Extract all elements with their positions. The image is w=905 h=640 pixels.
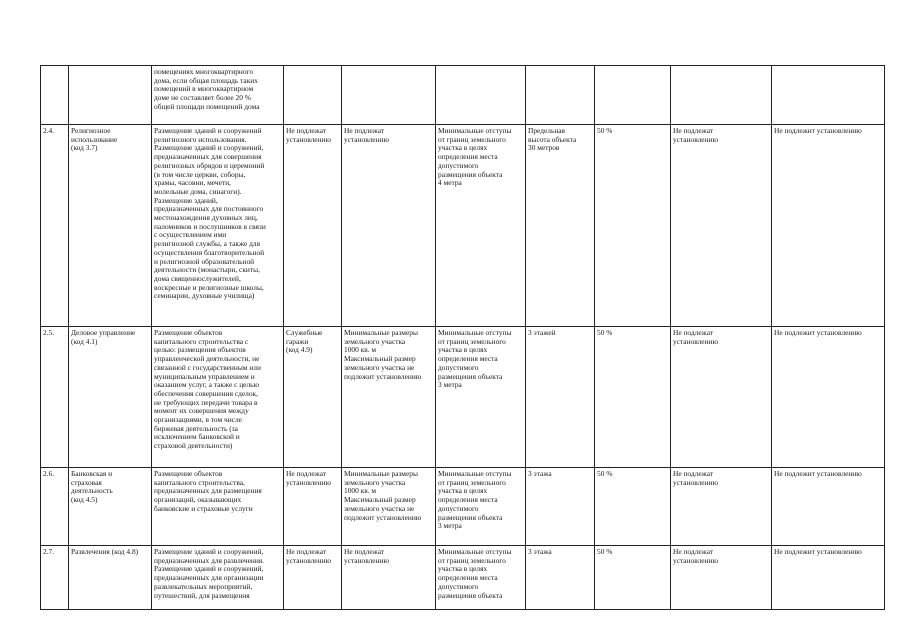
cell-text-line: использование	[71, 134, 118, 144]
cell-text-line: Размещение объектов	[154, 328, 223, 337]
cell-text-line: местонахождения духовных лиц,	[154, 213, 258, 223]
cell-text-line: целью: размещения объектов	[154, 345, 246, 355]
cell-text-line: предназначенных для организации	[154, 573, 264, 583]
cell-text-line: капитального строительства,	[154, 477, 245, 487]
limitation-cell	[772, 125, 885, 327]
cell-text-line: организаций, оказывающих	[154, 495, 242, 505]
cell-text-line: размещения объекта	[438, 590, 503, 600]
cell-text-line: установлению	[344, 134, 390, 144]
setbacks-cell	[436, 125, 526, 327]
cell-text-line: 4 метра	[438, 178, 462, 188]
cell-text-line: семинарии, духовные училища)	[154, 291, 255, 301]
cell-text-line: Не подлежит установлению	[774, 547, 862, 556]
cell-text-line: земельного участка не	[344, 362, 415, 372]
plot-size-cell	[342, 327, 436, 468]
setbacks-cell	[436, 327, 526, 468]
cell-text-line: 30 метров	[528, 143, 560, 153]
cell-text-line: допустимого	[438, 160, 479, 170]
cell-text-line: участка в целях	[438, 345, 488, 355]
setbacks-cell	[436, 66, 526, 125]
cell-text-line: момент их совершения между	[154, 406, 249, 416]
cell-text-line: размещения объекта	[438, 371, 503, 381]
cell-text-line: Минимальные отступы	[438, 469, 512, 478]
land-use-description-cell	[152, 327, 284, 468]
coverage-percent-cell	[595, 468, 671, 546]
land-use-description-cell	[152, 125, 284, 327]
cell-text-line: земельного участка	[344, 336, 406, 346]
cell-text-line: определения места	[438, 354, 498, 364]
restriction-cell	[671, 327, 772, 468]
cell-text-line: Минимальные размеры	[344, 328, 418, 337]
cell-text-line: (код 4.1)	[71, 336, 98, 346]
cell-text-line: храмы, часовни, мечети,	[154, 178, 231, 188]
cell-text-line: банковские и страховые услуги	[154, 503, 253, 513]
cell-text-line: установлению	[286, 134, 332, 144]
cell-text-line: Максимальный размер	[344, 354, 416, 364]
restriction-cell	[671, 546, 772, 610]
cell-text-line: гаражи	[286, 336, 309, 346]
cell-text-line: Минимальные размеры	[344, 469, 418, 478]
cell-text-line: деятельность	[71, 486, 113, 496]
cell-text-line: определения места	[438, 573, 498, 583]
cell-text-line: с осуществлением ими	[154, 230, 227, 240]
table-row	[41, 66, 885, 125]
auxiliary-use-cell	[284, 327, 342, 468]
max-height-cell	[526, 125, 595, 327]
limitation-cell	[772, 546, 885, 610]
cell-text-line: Минимальные отступы	[438, 126, 512, 135]
row-number-cell	[41, 66, 69, 125]
cell-text-line: капитального строительства с	[154, 336, 249, 346]
cell-text-line: Предельная	[528, 126, 565, 135]
cell-text-line: подлежит установлению	[344, 371, 422, 381]
setbacks-cell	[436, 468, 526, 546]
cell-text-line: высота объекта	[528, 134, 577, 144]
auxiliary-use-cell	[284, 125, 342, 327]
cell-text-line: 3 метра	[438, 380, 462, 390]
max-height-cell	[526, 327, 595, 468]
plot-size-cell	[342, 125, 436, 327]
cell-text-line: 50 %	[597, 547, 613, 556]
cell-text-line: Не подлежат	[344, 126, 385, 135]
table-row	[41, 327, 885, 468]
cell-text-line: допустимого	[438, 503, 479, 513]
cell-text-line: Размещение объектов	[154, 469, 223, 478]
cell-text-line: 50 %	[597, 469, 613, 478]
table-row	[41, 125, 885, 327]
cell-text-line: установлению	[286, 555, 332, 565]
cell-text-line: Минимальные отступы	[438, 547, 512, 556]
cell-text-line: Размещение зданий,	[154, 195, 218, 205]
cell-text-line: общей площади помещений дома	[154, 101, 260, 111]
land-use-name-cell	[69, 468, 152, 546]
land-use-description-cell	[152, 66, 284, 125]
cell-text-line: и религиозной образовательной	[154, 256, 255, 266]
cell-text-line: Религиозное	[71, 126, 111, 135]
row-number-cell: 2.6.	[41, 468, 69, 546]
cell-text-line: деятельности (монастыри, скиты,	[154, 265, 260, 275]
max-height-cell	[526, 468, 595, 546]
cell-text-line: Не подлежат	[344, 547, 385, 556]
zoning-regulations-table	[40, 65, 885, 610]
setbacks-cell	[436, 546, 526, 610]
restriction-cell	[671, 66, 772, 125]
coverage-percent-cell	[595, 125, 671, 327]
cell-text-line: биржевая деятельность (за	[154, 423, 238, 433]
row-number-cell: 2.7.	[41, 546, 69, 610]
cell-text-line: паломников и послушников в связи	[154, 221, 266, 231]
auxiliary-use-cell	[284, 468, 342, 546]
cell-text-line: установлению	[673, 555, 719, 565]
cell-text-line: от границ земельного	[438, 477, 506, 487]
table-row	[41, 546, 885, 610]
cell-text-line: Не подлежит установлению	[774, 126, 862, 135]
cell-text-line: муниципальным управлением и	[154, 371, 255, 381]
auxiliary-use-cell	[284, 546, 342, 610]
land-use-name-cell	[69, 66, 152, 125]
coverage-percent-cell	[595, 327, 671, 468]
cell-text-line: религиозного использования.	[154, 134, 247, 144]
cell-text-line: дома, если общая площадь таких	[154, 75, 258, 85]
cell-text-line: (код 4.5)	[71, 495, 98, 505]
auxiliary-use-cell	[284, 66, 342, 125]
cell-text-line: доме не составляет более 20 %	[154, 93, 251, 103]
table-row	[41, 468, 885, 546]
cell-text-line: помещениях многоквартирного	[154, 67, 254, 76]
cell-text-line: 1000 кв. м	[344, 486, 377, 496]
coverage-percent-cell	[595, 546, 671, 610]
cell-text-line: Размещение зданий и сооружений	[154, 126, 262, 135]
cell-text-line: Размещение зданий и сооружений,	[154, 547, 264, 556]
cell-text-line: Не подлежат	[673, 547, 714, 556]
cell-text-line: предназначенных для постоянного	[154, 204, 264, 214]
cell-text-line: молельные дома, синагоги).	[154, 186, 242, 196]
cell-text-line: Минимальные отступы	[438, 328, 512, 337]
cell-text-line: (код 3.7)	[71, 143, 98, 153]
cell-text-line: установлению	[673, 477, 719, 487]
cell-text-line: определения места	[438, 152, 498, 162]
cell-text-line: от границ земельного	[438, 555, 506, 565]
cell-text-line: религиозных обрядов и церемоний	[154, 160, 265, 170]
cell-text-line: Не подлежат	[673, 126, 714, 135]
cell-text-line: предназначенных для размещения	[154, 486, 262, 496]
cell-text-line: Банковская и	[71, 469, 113, 478]
cell-text-line: Размещение зданий и сооружений,	[154, 143, 264, 153]
cell-text-line: размещения объекта	[438, 512, 503, 522]
cell-text-line: земельного участка	[344, 477, 406, 487]
cell-text-line: связанной с государственным или	[154, 362, 261, 372]
cell-text-line: путешествий, для размещения	[154, 590, 250, 600]
cell-text-line: предназначенных для совершения	[154, 152, 262, 162]
plot-size-cell	[342, 66, 436, 125]
cell-text-line: дома священнослужителей,	[154, 273, 241, 283]
cell-text-line: страховой деятельности)	[154, 441, 233, 451]
row-number-cell: 2.4.	[41, 125, 69, 327]
cell-text-line: исключением банковской и	[154, 432, 240, 442]
limitation-cell	[772, 327, 885, 468]
cell-text-line: оказанием услуг, а также с целью	[154, 380, 260, 390]
cell-text-line: участка в целях	[438, 143, 488, 153]
cell-text-line: определения места	[438, 495, 498, 505]
limitation-cell	[772, 66, 885, 125]
cell-text-line: 3 этажей	[528, 328, 556, 337]
cell-text-line: управленческой деятельности, не	[154, 354, 260, 364]
cell-text-line: предназначенных для развлечения.	[154, 555, 265, 565]
plot-size-cell	[342, 468, 436, 546]
cell-text-line: Не подлежит установлению	[774, 328, 862, 337]
cell-text-line: Служебные	[286, 328, 323, 337]
plot-size-cell	[342, 546, 436, 610]
cell-text-line: допустимого	[438, 581, 479, 591]
cell-text-line: развлекательных мероприятий,	[154, 581, 253, 591]
restriction-cell	[671, 125, 772, 327]
cell-text-line: Максимальный размер	[344, 495, 416, 505]
max-height-cell	[526, 546, 595, 610]
cell-text-line: Не подлежит установлению	[774, 469, 862, 478]
cell-text-line: Не подлежат	[673, 469, 714, 478]
cell-text-line: 3 этажа	[528, 547, 552, 556]
land-use-description-cell	[152, 546, 284, 610]
cell-text-line: обеспечения совершения сделок,	[154, 388, 258, 398]
cell-text-line: Не подлежат	[286, 469, 327, 478]
cell-text-line: (в том числе церкви, соборы,	[154, 169, 246, 179]
cell-text-line: от границ земельного	[438, 336, 506, 346]
cell-text-line: участка в целях	[438, 486, 488, 496]
cell-text-line: 50 %	[597, 126, 613, 135]
coverage-percent-cell	[595, 66, 671, 125]
land-use-name-cell	[69, 125, 152, 327]
cell-text-line: установлению	[344, 555, 390, 565]
cell-text-line: земельного участка не	[344, 503, 415, 513]
cell-text-line: установлению	[673, 134, 719, 144]
cell-text-line: воскресные и религиозные школы,	[154, 282, 264, 292]
cell-text-line: не требующих передачи товара в	[154, 397, 258, 407]
cell-text-line: 50 %	[597, 328, 613, 337]
restriction-cell	[671, 468, 772, 546]
row-number-cell: 2.5.	[41, 327, 69, 468]
cell-text-line: 1000 кв. м	[344, 345, 377, 355]
cell-text-line: Не подлежат	[286, 126, 327, 135]
cell-text-line: подлежит установлению	[344, 512, 422, 522]
cell-text-line: Деловое управление	[71, 328, 136, 337]
cell-text-line: осуществления благотворительной	[154, 247, 265, 257]
cell-text-line: Не подлежат	[286, 547, 327, 556]
cell-text-line: Развлечения (код 4.8)	[71, 547, 139, 556]
cell-text-line: (код 4.9)	[286, 345, 313, 355]
cell-text-line: допустимого	[438, 362, 479, 372]
cell-text-line: Не подлежат	[673, 328, 714, 337]
cell-text-line: установлению	[673, 336, 719, 346]
cell-text-line: помещений в многоквартирном	[154, 84, 254, 94]
land-use-name-cell	[69, 546, 152, 610]
cell-text-line: участка в целях	[438, 564, 488, 574]
cell-text-line: страховая	[71, 477, 102, 487]
land-use-name-cell	[69, 327, 152, 468]
land-use-description-cell	[152, 468, 284, 546]
cell-text-line: организациями, в том числе	[154, 415, 242, 425]
cell-text-line: от границ земельного	[438, 134, 506, 144]
cell-text-line: религиозной службы, а также для	[154, 239, 260, 249]
limitation-cell	[772, 468, 885, 546]
cell-text-line: Размещение зданий и сооружений,	[154, 564, 264, 574]
cell-text-line: 3 метра	[438, 521, 462, 531]
cell-text-line: установлению	[286, 477, 332, 487]
cell-text-line: 3 этажа	[528, 469, 552, 478]
max-height-cell	[526, 66, 595, 125]
cell-text-line: размещения объекта	[438, 169, 503, 179]
